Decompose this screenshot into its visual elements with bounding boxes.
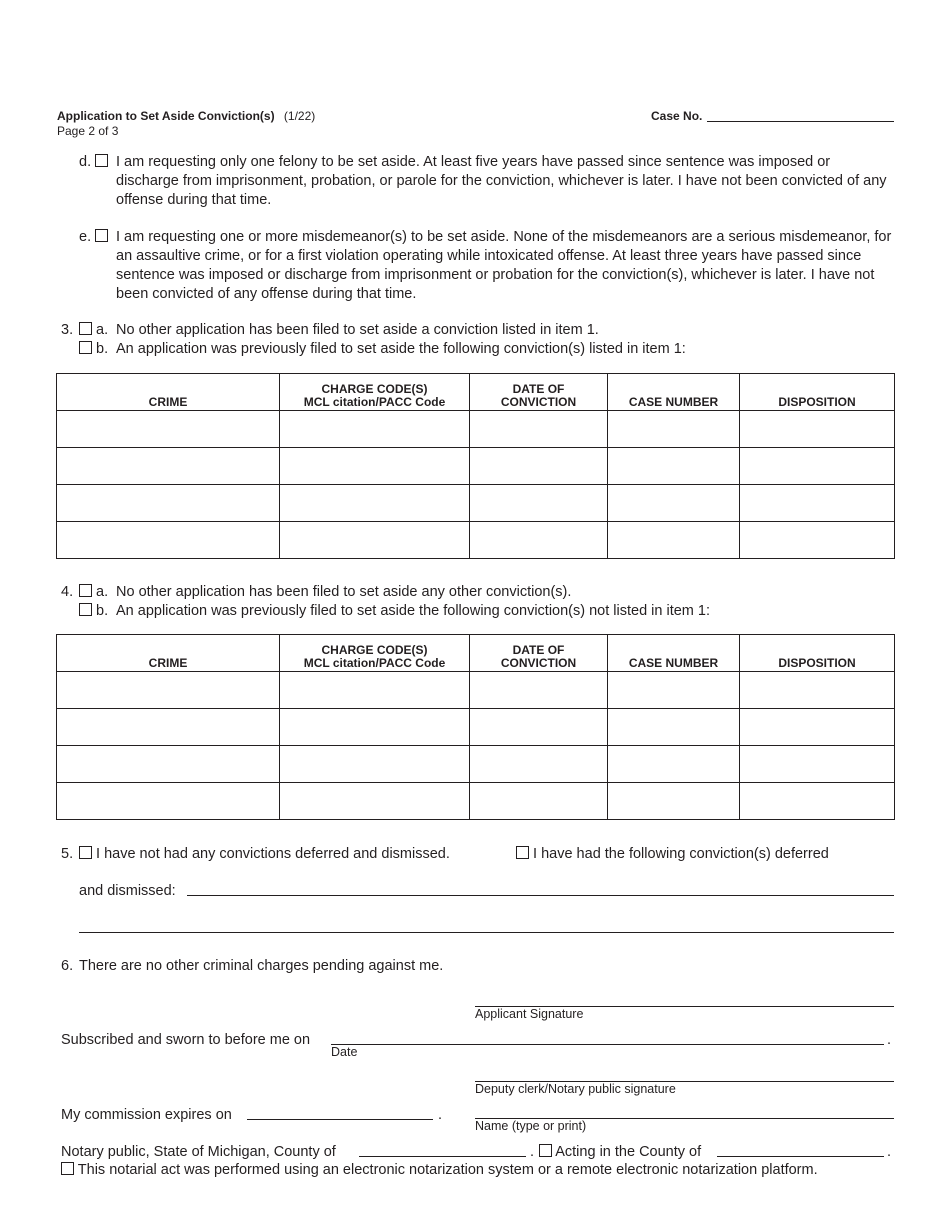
item-e-text: I am requesting one or more misdemeanor(s) to be set aside. None of the misdemeanors are a serious misdemeanor, for an assaultive crime, or for a first violation operating while intoxicated offense. At least three years have passed since sentence was imposed or discharge from imprisonment or probation for the conviction(s), whichever is later. I have not been convicted of any offense during that time. [116,229,892,302]
table-cell[interactable] [608,522,740,559]
table-cell[interactable] [280,709,470,746]
col-crime: CRIME [57,635,280,672]
item4-b-checkbox[interactable] [79,603,92,616]
table-cell[interactable] [608,783,740,820]
subscribed-label: Subscribed and sworn to before me on [61,1032,311,1048]
item3-number: 3. [61,322,74,338]
item4-b-text: An application was previously filed to set aside the following conviction(s) not listed in item 1: [116,603,710,619]
item-e-letter-text: e. [79,229,92,245]
table-cell[interactable] [280,411,470,448]
charge-line1: CHARGE CODE(S) [321,382,428,396]
item4-a-text: No other application has been filed to set aside any other conviction(s). [116,584,572,600]
table-row [57,709,895,746]
table-cell[interactable] [280,746,470,783]
form-header [57,109,315,123]
item3-a [79,321,108,340]
table-cell[interactable] [470,746,608,783]
item5-a-text: I have not had any convictions deferred and dismissed. [96,846,450,862]
subscribed-date-field[interactable] [331,1044,884,1045]
col-charge-code [280,374,470,411]
charge-line2: MCL citation/PACC Code [303,656,446,670]
table-cell[interactable] [740,411,895,448]
item-d-letter [79,153,108,172]
item5-number: 5. [61,846,74,862]
charge-line2: MCL citation/PACC Code [303,395,446,409]
item4-a-checkbox[interactable] [79,584,92,597]
table-row [57,485,895,522]
deputy-signature-caption: Deputy clerk/Notary public signature [475,1082,676,1096]
col-disposition: DISPOSITION [740,635,895,672]
name-caption: Name (type or print) [475,1119,587,1133]
case-no-field[interactable] [707,121,894,122]
acting-county-label: Acting in the County of [555,1144,702,1160]
item3-b-text: An application was previously filed to set aside the following conviction(s) listed in item 1: [116,341,686,357]
table-cell[interactable] [608,709,740,746]
item-d-letter-text: d. [79,154,92,170]
commission-expires-field[interactable] [247,1119,433,1120]
table-cell[interactable] [57,411,280,448]
table-cell[interactable] [280,485,470,522]
table-cell[interactable] [608,448,740,485]
table-row [57,448,895,485]
col-charge-code [280,635,470,672]
table-cell[interactable] [57,672,280,709]
item5-continuation: and dismissed: [79,883,176,899]
table-row [57,522,895,559]
commission-period: . [438,1107,443,1123]
table-header-row [57,635,895,672]
item5-a-checkbox[interactable] [79,846,92,859]
table-cell[interactable] [740,485,895,522]
col-date [470,635,608,672]
item3-b [79,340,108,359]
item5-option-a [79,845,450,864]
table-cell[interactable] [608,746,740,783]
item3-a-letter: a. [96,322,109,338]
case-no-label: Case No. [651,109,703,123]
deferred-convictions-field-2[interactable] [79,932,894,933]
conviction-table-1 [56,373,895,559]
item-d-text: I am requesting only one felony to be set aside. At least five years have passed since sentence was imposed or discharge from imprisonment, probation, or parole for the conviction, whichever is later. I have not been convicted of any offense during that time. [116,154,887,208]
item3-b-checkbox[interactable] [79,341,92,354]
conviction-table-2 [56,634,895,820]
table-cell[interactable] [740,672,895,709]
table-cell[interactable] [57,746,280,783]
item6-number: 6. [61,958,74,974]
date-line1: DATE OF [512,643,565,657]
electronic-notarization-checkbox[interactable] [61,1162,74,1175]
item5-b-checkbox[interactable] [516,846,529,859]
table-cell[interactable] [57,709,280,746]
item3-b-letter: b. [96,341,109,357]
acting-county-checkbox[interactable] [539,1144,552,1157]
col-date [470,374,608,411]
commission-label: My commission expires on [61,1107,232,1123]
table-cell[interactable] [470,448,608,485]
deferred-convictions-field[interactable] [187,895,894,896]
item-d-checkbox[interactable] [95,154,108,167]
applicant-signature-caption: Applicant Signature [475,1007,584,1021]
col-case-number: CASE NUMBER [608,374,740,411]
charge-line1: CHARGE CODE(S) [321,643,428,657]
table-cell[interactable] [57,522,280,559]
electronic-notarization [61,1161,818,1180]
notary-county-label: Notary public, State of Michigan, County of [61,1144,336,1160]
date-caption: Date [331,1045,358,1059]
table-cell[interactable] [740,448,895,485]
electronic-notarization-text: This notarial act was performed using an electronic notarization system or a remote electronic notarization platform. [77,1162,818,1178]
form-version: (1/22) [283,109,316,123]
col-disposition: DISPOSITION [740,374,895,411]
table-row [57,411,895,448]
date-line1: DATE OF [512,382,565,396]
item3-a-checkbox[interactable] [79,322,92,335]
acting-county [539,1143,701,1162]
table-cell[interactable] [470,709,608,746]
table-cell[interactable] [470,672,608,709]
table-cell[interactable] [280,783,470,820]
table-cell[interactable] [740,783,895,820]
form-title: Application to Set Aside Conviction(s) [57,109,275,123]
table-cell[interactable] [280,448,470,485]
item6-text: There are no other criminal charges pending against me. [79,958,444,974]
table-row [57,672,895,709]
item3-a-text: No other application has been filed to set aside a conviction listed in item 1. [116,322,599,338]
table-cell[interactable] [608,485,740,522]
table-cell[interactable] [740,746,895,783]
col-case-number: CASE NUMBER [608,635,740,672]
acting-county-field[interactable] [717,1156,884,1157]
acting-county-period: . [887,1144,892,1160]
date-line2: CONVICTION [500,656,577,670]
table-cell[interactable] [470,485,608,522]
table-cell[interactable] [470,522,608,559]
table-cell[interactable] [470,783,608,820]
table-row [57,746,895,783]
item5-b-text: I have had the following conviction(s) deferred [533,846,829,862]
page-number: Page 2 of 3 [57,124,119,138]
item-e-letter [79,228,108,247]
subscribed-period: . [887,1032,892,1048]
item4-a [79,583,108,602]
table-cell[interactable] [608,411,740,448]
item4-b-letter: b. [96,603,109,619]
item4-b [79,602,108,621]
table-cell[interactable] [740,709,895,746]
table-cell[interactable] [57,485,280,522]
table-header-row [57,374,895,411]
table-cell[interactable] [57,448,280,485]
col-crime: CRIME [57,374,280,411]
notary-county-field[interactable] [359,1156,526,1157]
notary-county-period: . [530,1144,535,1160]
table-cell[interactable] [57,783,280,820]
table-cell[interactable] [280,672,470,709]
table-cell[interactable] [740,522,895,559]
item5-option-b [516,845,829,864]
table-cell[interactable] [470,411,608,448]
item-e-checkbox[interactable] [95,229,108,242]
table-cell[interactable] [608,672,740,709]
item4-a-letter: a. [96,584,109,600]
table-row [57,783,895,820]
item4-number: 4. [61,584,74,600]
date-line2: CONVICTION [500,395,577,409]
table-cell[interactable] [280,522,470,559]
